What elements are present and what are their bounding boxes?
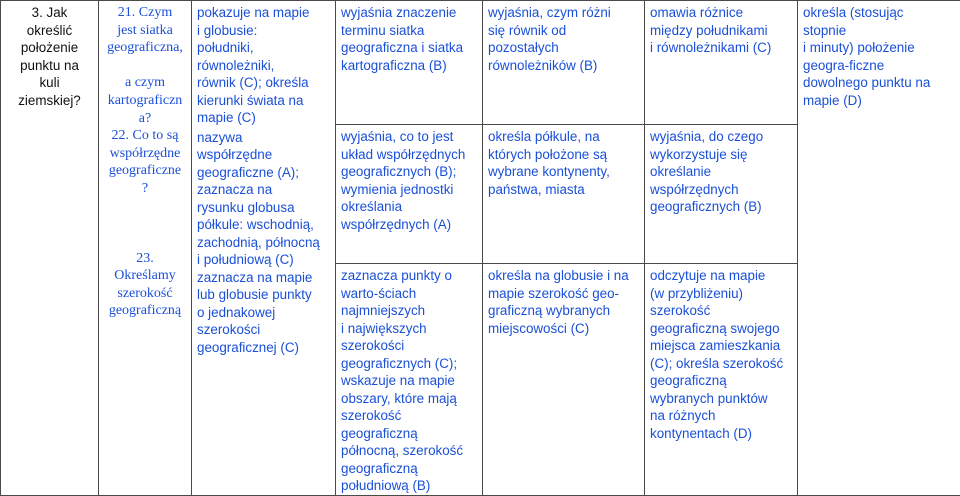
requirements-basic-cell xyxy=(192,1,336,496)
requirements-bardzo-dobra-cell-2 xyxy=(645,125,798,264)
requirements-basic-text-3: zaznacza na mapie lub globusie punkty o jednakowej szerokości geograficznej (C) xyxy=(197,269,330,357)
requirements-basic-text-2: nazywa współrzędne geograficzne (A); zaznacza na rysunku globusa półkule: wschodnią, zachodnią, północną i południową (C) xyxy=(197,129,330,269)
requirements-dostateczna-text-3: zaznacza punkty o warto-ściach najmniejszych i największych szerokości geograficznych (C); wskazuje na mapie obszary, które mają szerokość geograficzną północną, szerokość geograficzną południową (B) xyxy=(341,267,477,495)
requirements-dostateczna-cell-3 xyxy=(336,264,483,496)
requirements-bardzo-dobra-cell-1 xyxy=(645,1,798,125)
requirements-bardzo-dobra-text-2: wyjaśnia, do czego wykorzystuje się określanie współrzędnych geograficznych (B) xyxy=(650,128,792,216)
requirements-bardzo-dobra-text-3: odczytuje na mapie (w przybliżeniu) szerokość geograficzną swojego miejsca zamieszkania (C); określa szerokość geograficzną wybranych punktów na różnych kontynentach (D) xyxy=(650,267,792,442)
requirements-dobra-cell-1 xyxy=(483,1,645,125)
lesson-question-text: 3. Jak określić położenie punktu na kuli ziemskiej? xyxy=(6,4,93,109)
table-row xyxy=(1,1,960,125)
topic-22-text: 22. Co to są współrzędne geograficzne ? xyxy=(104,127,186,197)
requirements-dobra-cell-2 xyxy=(483,125,645,264)
requirements-basic-text-1: pokazuje na mapie i globusie: południki, równoleżniki, równik (C); określa kierunki świata na mapie (C) xyxy=(197,4,330,127)
requirements-dostateczna-text-2: wyjaśnia, co to jest układ współrzędnych geograficznych (B); wymienia jednostki określania współrzędnych (A) xyxy=(341,128,477,233)
topic-21-text: 21. Czym jest siatka geograficzna, a czym kartograficzn a? xyxy=(104,4,186,127)
requirements-dostateczna-cell-2 xyxy=(336,125,483,264)
topic-23-text: 23. Określamy szerokość geograficzną xyxy=(104,250,186,320)
requirements-dobra-cell-3 xyxy=(483,264,645,496)
requirements-bardzo-dobra-cell-3 xyxy=(645,264,798,496)
requirements-dobra-text-2: określa półkule, na których położone są wybrane kontynenty, państwa, miasta xyxy=(488,128,639,198)
requirements-dobra-text-3: określa na globusie i na mapie szerokość geo- graficzną wybranych miejscowości (C) xyxy=(488,267,639,337)
topics-cell xyxy=(99,1,192,496)
requirements-dostateczna-text-1: wyjaśnia znaczenie terminu siatka geograficzna i siatka kartograficzna (B) xyxy=(341,4,477,74)
lesson-question-cell xyxy=(1,1,99,496)
requirements-dostateczna-cell-1 xyxy=(336,1,483,125)
requirements-bardzo-dobra-text-1: omawia różnice między południkami i równoleżnikami (C) xyxy=(650,4,792,57)
requirements-celujaca-text: określa (stosując stopnie i minuty) położenie geogra-ficzne dowolnego punktu na mapie (D) xyxy=(803,4,955,109)
requirements-celujaca-cell xyxy=(798,1,960,496)
requirements-dobra-text-1: wyjaśnia, czym różni się równik od pozostałych równoleżników (B) xyxy=(488,4,639,74)
